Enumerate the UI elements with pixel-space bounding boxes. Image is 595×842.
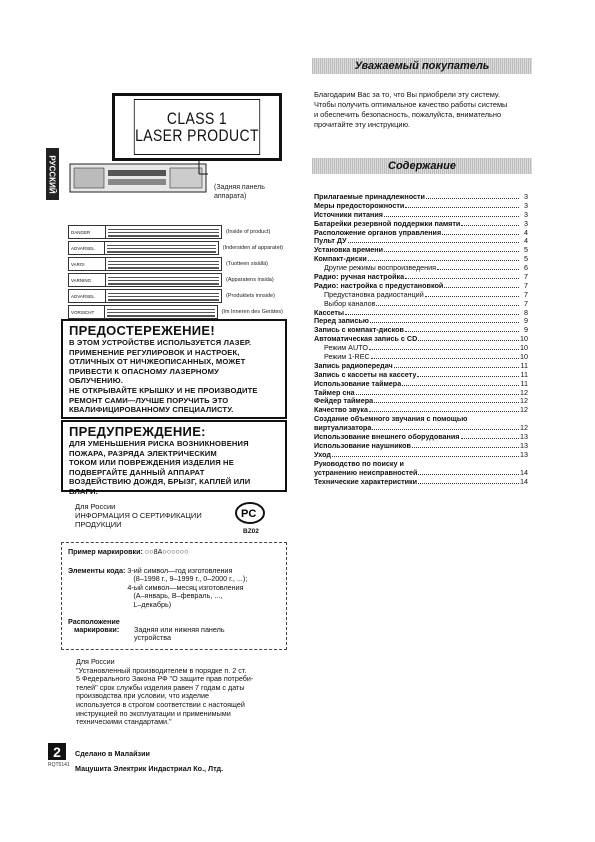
toc-item-title: Установка времени [314, 245, 384, 255]
device-rear-label: (Задняя панель аппарата) [214, 184, 265, 200]
toc-leader-dots [426, 198, 519, 199]
toc-leader-dots [371, 358, 519, 359]
toc-item-page: 7 [524, 272, 528, 282]
toc-item[interactable] [314, 442, 528, 451]
toc-item-page: 12 [520, 387, 528, 397]
toc-item-page: 14 [520, 476, 528, 486]
toc-item-title: Режим 1-REC [324, 352, 370, 362]
toc-leader-dots [418, 474, 519, 475]
toc-leader-dots [461, 438, 520, 439]
toc-leader-dots [372, 429, 519, 430]
toc-item-title: Создание объемного звучания с помощью [314, 414, 468, 424]
toc-item-page: 10 [520, 343, 528, 353]
toc-item-title: Источники питания [314, 209, 383, 219]
toc-item-page: 3 [524, 209, 528, 219]
table-of-contents [314, 193, 528, 486]
toc-leader-dots [369, 349, 519, 350]
toc-item-page: 3 [524, 200, 528, 210]
toc-leader-dots [437, 269, 519, 270]
toc-item-page: 10 [520, 334, 528, 344]
toc-item-title: Другие режимы воспроизведения [324, 263, 437, 273]
dear-customer-text: Благодарим Вас за то, что Вы приобрели эту систему. Чтобы получить оптимальное качество работы системы и обеспечить безопасность, пожалуйста, внимательно прочитайте эту инструкцию. [314, 90, 508, 129]
manufacturer-info: Сделано в Малайзии Мацушита Электрик Индастриал Ко., Лтд. [75, 749, 224, 773]
toc-item-title: Запись с кассеты на кассету [314, 369, 417, 379]
warning-label-row: VARNING (Apparatens insida) [68, 273, 283, 287]
toc-leader-dots [384, 216, 519, 217]
caution-box: ПРЕДОСТЕРЕЖЕНИЕ! В ЭТОМ УСТРОЙСТВЕ ИСПОЛЬЗУЕТСЯ ЛАЗЕР. ПРИМЕНЕНИЕ РЕГУЛИРОВОК И НАСТРОЕК, ОТЛИЧНЫХ ОТ НИЧЖЕОПИСАННЫХ, МОЖЕТ ПРИВЕСТИ К ОПАСНОМУ ЛАЗЕРНОМУ ОБЛУЧЕНИЮ. НЕ ОТКРЫВАЙТЕ КРЫШКУ И НЕ ПРОИЗВОДИТЕ РЕМОНТ САМИ—ЛУЧШЕ ПОРУЧИТЬ ЭТО КВАЛИФИЦИРОВАННОМУ СПЕЦИАЛИСТУ. [61, 319, 287, 419]
toc-leader-dots [348, 242, 519, 243]
toc-item-title: устранению неисправностей [314, 467, 418, 477]
laser-warning-labels [68, 225, 283, 321]
language-tab: РУССКИЙ [46, 148, 59, 200]
toc-item-page: 5 [524, 245, 528, 255]
certification-info: Для России ИНФОРМАЦИЯ О СЕРТИФИКАЦИИ ПРОДУКЦИИ PC BZ02 [75, 502, 271, 538]
toc-item-title: Использование таймера [314, 378, 402, 388]
toc-leader-dots [402, 385, 519, 386]
toc-item-page: 13 [520, 440, 528, 450]
toc-item-title: Предустановка радиостанций [324, 289, 424, 299]
toc-item-title: Автоматическая запись с CD [314, 334, 418, 344]
toc-item-page: 11 [520, 378, 528, 388]
gost-certification-icon [235, 502, 265, 524]
warning-label-row: VARO! (Tuotteen sisällä) [68, 257, 283, 271]
toc-item-title: Радио: настройка с предустановкой [314, 280, 444, 290]
toc-item[interactable] [314, 478, 528, 487]
toc-leader-dots [444, 287, 519, 288]
warning-label-row: VORSICHT (Im Inneren des Gerätes) [68, 305, 283, 319]
toc-leader-dots [369, 411, 519, 412]
toc-leader-dots [461, 225, 519, 226]
toc-item-title: Перед записью [314, 316, 369, 326]
toc-item-title: виртуализатора [314, 423, 372, 433]
toc-item-title: Пульт ДУ [314, 236, 347, 246]
svg-text:PC: PC [241, 508, 257, 520]
toc-leader-dots [405, 278, 519, 279]
toc-leader-dots [442, 234, 519, 235]
toc-item-page: 12 [520, 423, 528, 433]
marking-info-box: Пример маркировки: ○○8А○○○○○○ Элементы кода: 3-ий символ—год изготовления (8–1998 г., 9–1999 г., 0–2000 г., ...); 4-ый символ—месяц изготовления (А–январь, В–февраль, ..., L–декабрь) Расположение маркировки: Задняя или нижняя панель устройства [61, 542, 287, 650]
toc-item-page: 7 [524, 280, 528, 290]
warning-box: ПРЕДУПРЕЖДЕНИЕ: ДЛЯ УМЕНЬШЕНИЯ РИСКА ВОЗНИКНОВЕНИЯ ПОЖАРА, РАЗРЯДА ЭЛЕКТРИЧЕСКИМ ТОКОМ ИЛИ ПОВРЕЖДЕНИЯ ИЗДЕЛИЯ НЕ ПОДВЕРГАЙТЕ ДАННЫЙ АППАРАТ ВОЗДЕЙСТВИЮ ДОЖДЯ, БРЫЗГ, КАПЛЕЙ ИЛИ ВЛАГИ. [61, 420, 287, 492]
warning-label-row: ADVARSEL (Produktets innside) [68, 289, 283, 303]
toc-item-title: Выбор каналов [324, 298, 376, 308]
toc-item-title: Компакт-диски [314, 254, 367, 264]
toc-leader-dots [384, 251, 519, 252]
toc-item-page: 3 [524, 192, 528, 201]
toc-item-title: Технические характеристики [314, 476, 418, 486]
toc-item-title: Режим AUTO [324, 343, 368, 353]
laser-class-line2: LASER PRODUCT [135, 126, 259, 145]
toc-item-page: 11 [520, 360, 528, 370]
toc-item-title: Расположение органов управления [314, 227, 442, 237]
toc-leader-dots [418, 340, 519, 341]
toc-item-title: Запись радиопередач [314, 360, 393, 370]
toc-item-page: 13 [520, 432, 528, 442]
toc-leader-dots [332, 456, 519, 457]
toc-item-title: Использование наушников [314, 440, 411, 450]
page-number: 2 [48, 743, 66, 760]
toc-item-title: Радио: ручная настройка [314, 272, 405, 282]
toc-item[interactable] [314, 300, 528, 309]
toc-item-page: 11 [520, 369, 528, 379]
toc-leader-dots [425, 296, 519, 297]
toc-leader-dots [376, 305, 519, 306]
toc-item-page: 9 [524, 316, 528, 326]
toc-leader-dots [412, 447, 519, 448]
service-life-info: Для России "Установленный производителем в порядке п. 2 ст. 5 Федерального Закона РФ "О защите прав потреби- телей" срок службы изделия равен 7 годам с даты производства при условии, что изделие используется в строгом соответствии с настоящей инструкцией по эксплуатации и применимыми техническими стандартами." [76, 657, 254, 727]
toc-leader-dots [368, 260, 519, 261]
toc-item-page: 10 [520, 352, 528, 362]
laser-class-line1: CLASS 1 [166, 109, 228, 128]
toc-item-page: 7 [524, 298, 528, 308]
toc-leader-dots [418, 483, 519, 484]
toc-item-title: Таймер сна [314, 387, 355, 397]
toc-leader-dots [370, 322, 519, 323]
toc-item-title: Кассеты [314, 307, 345, 317]
laser-class-label [112, 93, 282, 161]
contents-header: Содержание [312, 158, 532, 174]
toc-leader-dots [405, 207, 519, 208]
dear-customer-header: Уважаемый покупатель [312, 58, 532, 74]
toc-leader-dots [356, 394, 519, 395]
toc-leader-dots [405, 331, 519, 332]
toc-item-page: 5 [524, 254, 528, 264]
toc-item-title: Прилагаемые принадлежности [314, 192, 425, 201]
toc-item-title: Уход [314, 449, 331, 459]
toc-item-page: 8 [524, 307, 528, 317]
toc-leader-dots [417, 376, 519, 377]
warning-label-row: ADVARSEL (Indersiden af apparatet) [68, 241, 283, 255]
toc-item-page: 14 [520, 467, 528, 477]
caution-title: ПРЕДОСТЕРЕЖЕНИЕ! [69, 323, 216, 338]
toc-item-page: 13 [520, 449, 528, 459]
toc-item-title: Запись с компакт-дисков [314, 325, 404, 335]
document-code: RQT5141 [48, 762, 70, 768]
toc-leader-dots [394, 367, 519, 368]
warning-title: ПРЕДУПРЕЖДЕНИЕ: [69, 424, 206, 439]
toc-item-page: 3 [524, 218, 528, 228]
certification-code: BZ02 [243, 528, 259, 535]
toc-item-page: 4 [524, 236, 528, 246]
toc-item-title: Меры предосторожности [314, 200, 405, 210]
warning-label-row: DANGER (Inside of product) [68, 225, 283, 239]
toc-item-page: 4 [524, 227, 528, 237]
device-rear-illustration [68, 160, 208, 196]
toc-item-title: Руководство по поиску и [314, 458, 404, 468]
toc-item-page: 9 [524, 325, 528, 335]
toc-item-page: 12 [520, 396, 528, 406]
toc-leader-dots [374, 402, 519, 403]
toc-item-title: Качество звука [314, 405, 369, 415]
toc-item-page: 12 [520, 405, 528, 415]
toc-leader-dots [345, 314, 519, 315]
toc-item-page: 6 [524, 263, 528, 273]
toc-item-title: Использование внешнего оборудования [314, 432, 460, 442]
toc-item-title: Фейдер таймера [314, 396, 374, 406]
toc-item-page: 7 [524, 289, 528, 299]
toc-item-title: Батарейки резервной поддержки памяти [314, 218, 461, 228]
